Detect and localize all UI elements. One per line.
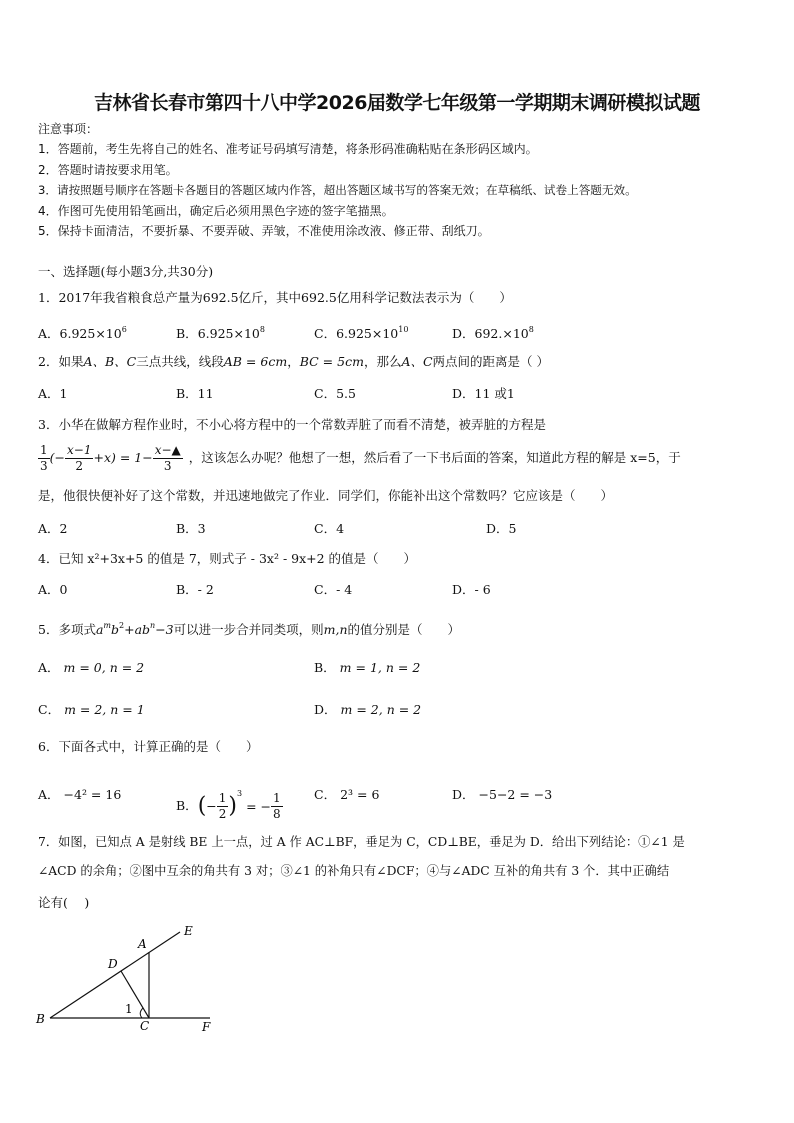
q2-text-a: 2．如果 — [38, 354, 84, 369]
q6-option-a-label: A． — [38, 787, 60, 802]
notice-heading: 注意事项： — [38, 122, 99, 136]
q5-expr-2: 2 — [119, 621, 125, 630]
q5-option-d[interactable] — [314, 701, 421, 719]
q5-option-b-value: m = 1, n = 2 — [339, 660, 421, 675]
q5-option-a-label: A． — [38, 660, 60, 675]
q1-option-c-value: 6.925×10 — [336, 326, 399, 341]
q3-eq-mid: +x) = 1− — [93, 450, 153, 465]
q4-option-a[interactable]: A．0 — [38, 582, 68, 597]
q4-option-d[interactable]: D．- 6 — [452, 582, 491, 597]
q6-option-b-eq: = − — [246, 798, 272, 814]
q5-expr-end: −3 — [155, 622, 174, 637]
label-a: A — [138, 937, 147, 951]
q5-mn: m,n — [323, 622, 348, 637]
q2-segment-ab: AB = 6cm — [223, 354, 288, 369]
q5-expr-a: a — [95, 622, 104, 637]
q7-stem-1: 7．如图，已知点 A 是射线 BE 上一点，过 A 作 AC⊥BF，垂足为 C，CD⊥BE，垂足为 D．给出下列结论：①∠1 是 — [38, 835, 685, 849]
q2-text-e: 两点间的距离是（ ） — [432, 354, 550, 369]
q5-option-d-label: D． — [314, 702, 337, 717]
q2-option-a[interactable]: A．1 — [38, 386, 68, 401]
q5-expr-n: n — [150, 621, 156, 630]
q1-option-b-exp: 8 — [259, 325, 265, 334]
notice-item-2: 2．答题时请按要求用笔。 — [38, 163, 178, 177]
q7-figure — [30, 920, 230, 1040]
q5-text-b: 可以进一步合并同类项，则 — [173, 622, 324, 637]
q5-option-c-label: C． — [38, 702, 61, 717]
label-d: D — [108, 957, 118, 971]
q3-stem-3: 是，他很快便补好了这个常数，并迅速地做完了作业．同学们，你能补出这个常数吗？它应该是（ ） — [38, 488, 614, 503]
q2-option-b[interactable]: B．11 — [176, 386, 214, 401]
q3-frac-2 — [65, 443, 93, 474]
q6-option-c-label: C． — [314, 787, 337, 802]
exam-title: 吉林省长春市第四十八中学2026届数学七年级第一学期期末调研模拟试题 — [94, 92, 700, 114]
q5-option-b-label: B． — [314, 660, 336, 675]
q5-option-c[interactable] — [38, 701, 145, 719]
q3-option-a[interactable]: A．2 — [38, 521, 68, 536]
q6-option-a[interactable] — [38, 786, 121, 804]
q6-option-b-frac-2 — [271, 791, 283, 822]
section-heading: 一、选择题(每小题3分,共30分) — [38, 264, 214, 279]
q6-option-a-value: −4² = 16 — [63, 787, 122, 802]
q3-frac-1-den: 3 — [40, 459, 48, 473]
q5-option-d-value: m = 2, n = 2 — [340, 702, 422, 717]
q6-b-f2-den: 8 — [273, 807, 281, 821]
q1-option-d-label: D． — [452, 326, 475, 341]
q6-option-c[interactable] — [314, 786, 379, 804]
q1-option-d-exp: 8 — [528, 325, 534, 334]
q4-stem: 4．已知 x²+3x+5 的值是 7，则式子 - 3x² - 9x+2 的值是（ ） — [38, 551, 417, 566]
q1-option-c[interactable] — [314, 321, 408, 343]
q5-option-b[interactable] — [314, 659, 420, 677]
q6-option-d[interactable] — [452, 786, 552, 804]
label-b: B — [36, 1012, 45, 1026]
label-f: F — [202, 1020, 211, 1034]
q1-option-d-value: 692.×10 — [474, 326, 529, 341]
q3-option-b[interactable]: B．3 — [176, 521, 206, 536]
q5-expr-b: b — [111, 622, 120, 637]
q2-text-b: 三点共线，线段 — [136, 354, 224, 369]
q2-stem — [38, 353, 549, 371]
q5-text-a: 5．多项式 — [38, 622, 96, 637]
q6-b-f1-den: 2 — [218, 807, 227, 821]
q2-text-d: ，那么 — [363, 354, 402, 369]
q6-option-d-label: D． — [452, 787, 475, 802]
q2-points: A、B、C — [83, 354, 137, 369]
ray-be — [50, 932, 180, 1018]
q2-segment-bc: BC = 5cm — [299, 354, 364, 369]
q1-option-c-label: C． — [314, 326, 337, 341]
q1-option-a-value: 6.925×10 — [59, 326, 122, 341]
q1-option-a-label: A． — [38, 326, 60, 341]
q6-option-c-value: 2³ = 6 — [340, 787, 380, 802]
q7-stem-3: 论有( ) — [38, 895, 90, 910]
q3-frac-1 — [38, 443, 50, 474]
q2-points-ac: A、C — [401, 354, 433, 369]
q3-option-c[interactable]: C．4 — [314, 521, 345, 536]
q1-option-b[interactable] — [176, 321, 265, 343]
q5-text-c: 的值分别是（ ） — [347, 622, 461, 637]
q3-frac-3-den: 3 — [163, 459, 172, 473]
q4-option-c[interactable]: C．- 4 — [314, 582, 353, 597]
label-c: C — [140, 1019, 150, 1033]
q2-option-c[interactable]: C．5.5 — [314, 386, 356, 401]
notice-item-1: 1．答题前，考生先将自己的姓名、准考证号码填写清楚，将条形码准确粘贴在条形码区域内。 — [38, 142, 538, 156]
notice-item-3: 3．请按照题号顺序在答题卡各题目的答题区域内作答，超出答题区域书写的答案无效；在草稿纸、试卷上答题无效。 — [38, 183, 637, 197]
q6-b-f1-num: 1 — [218, 791, 227, 805]
q5-stem — [38, 617, 460, 639]
q1-option-b-value: 6.925×10 — [197, 326, 260, 341]
q3-equation-line — [38, 443, 681, 479]
q1-option-a[interactable] — [38, 321, 127, 343]
q1-stem: 1．2017年我省粮食总产量为692.5亿斤，其中692.5亿用科学记数法表示为（ ） — [38, 290, 512, 305]
q6-option-b-frac-1 — [217, 791, 229, 822]
q1-option-c-exp: 10 — [398, 325, 409, 334]
q4-option-b[interactable]: B．- 2 — [176, 582, 214, 597]
q3-option-d[interactable]: D．5 — [486, 521, 517, 536]
q3-frac-2-num: x−1 — [67, 443, 92, 457]
q5-expr-m: m — [103, 621, 111, 630]
q3-paren-open: (− — [49, 450, 65, 465]
q7-stem-2: ∠ACD 的余角；②图中互余的角共有 3 对；③∠1 的补角只有∠DCF；④与∠ADC 互补的角共有 3 个．其中正确结 — [38, 864, 670, 878]
q3-frac-3-num: x−▲ — [154, 443, 181, 457]
q1-option-b-label: B． — [176, 326, 198, 341]
q1-option-a-exp: 6 — [121, 325, 127, 334]
notice-item-5: 5．保持卡面清洁，不要折暴、不要弄破、弄皱，不准使用涂改液、修正带、刮纸刀。 — [38, 224, 490, 238]
q5-option-a-value: m = 0, n = 2 — [63, 660, 145, 675]
q6-option-b-exp: 3 — [237, 789, 243, 798]
notice-item-4: 4．作图可先使用铅笔画出，确定后必须用黑色字迹的签字笔描黑。 — [38, 204, 394, 218]
q2-text-c: ， — [287, 354, 300, 369]
q1-option-d[interactable] — [452, 321, 534, 343]
angle-1-arc — [140, 1008, 143, 1018]
label-e: E — [184, 924, 193, 938]
q6-stem: 6．下面各式中，计算正确的是（ ） — [38, 739, 259, 754]
q3-frac-1-num: 1 — [40, 443, 48, 457]
q6-option-b-label: B． — [176, 798, 198, 813]
label-angle-1: 1 — [125, 1002, 133, 1016]
q5-expr-mid: +ab — [124, 622, 151, 637]
q6-b-f2-num: 1 — [273, 791, 281, 805]
q3-stem-2: ，这该怎么办呢？他想了一想，然后看了一下书后面的答案，知道此方程的解是 x=5，于 — [188, 450, 681, 465]
q3-frac-3 — [153, 443, 183, 474]
q3-stem-1: 3．小华在做解方程作业时，不小心将方程中的一个常数弄脏了而看不清楚，被弄脏的方程是 — [38, 417, 546, 432]
q6-option-b[interactable]: B．(− $\frac{1}{2}$ )$^3$= − $\frac{1}{8}$ — [176, 789, 281, 821]
q3-frac-2-den: 2 — [75, 459, 84, 473]
q2-option-d[interactable]: D．11 或1 — [452, 386, 515, 401]
q5-option-c-value: m = 2, n = 1 — [64, 702, 145, 717]
q6-option-d-value: −5−2 = −3 — [478, 787, 553, 802]
q5-option-a[interactable] — [38, 659, 144, 677]
